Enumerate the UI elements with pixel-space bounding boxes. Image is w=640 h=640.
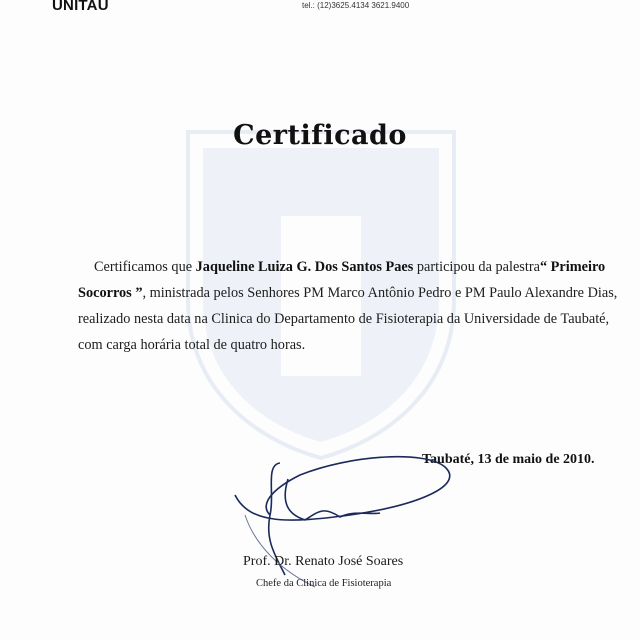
lecture-title-end: Socorros ”	[78, 285, 143, 301]
participant-name: Jaqueline Luiza G. Dos Santos Paes	[195, 259, 414, 275]
body-line-3: realizado nesta data na Clinica do Departamento de Fisioterapia da Universidade de Taubaté,	[78, 311, 610, 327]
body-line-2: Socorros ”, ministrada pelos Senhores PM Marco Antônio Pedro e PM Paulo Alexandre Dias,	[78, 285, 618, 301]
body-line-1: Certificamos que Jaqueline Luiza G. Dos Santos Paes participou da palestra“ Primeiro	[94, 259, 606, 275]
signatory-name: Prof. Dr. Renato José Soares	[243, 554, 404, 569]
body-line-4: com carga horária total de quatro horas.	[78, 337, 306, 353]
header-contact-phone: tel.: (12)3625.4134 3621.9400	[302, 1, 410, 10]
signatory-role: Chefe da Clinica de Fisioterapia	[256, 578, 392, 589]
certificate-body	[78, 254, 618, 358]
signature-icon	[230, 455, 470, 595]
header-logo: UNITAU	[52, 0, 109, 14]
issue-date: Taubaté, 13 de maio de 2010.	[422, 452, 595, 467]
lecture-title-start: “ Primeiro	[539, 259, 606, 275]
certificate-title: Certificado	[233, 120, 407, 151]
